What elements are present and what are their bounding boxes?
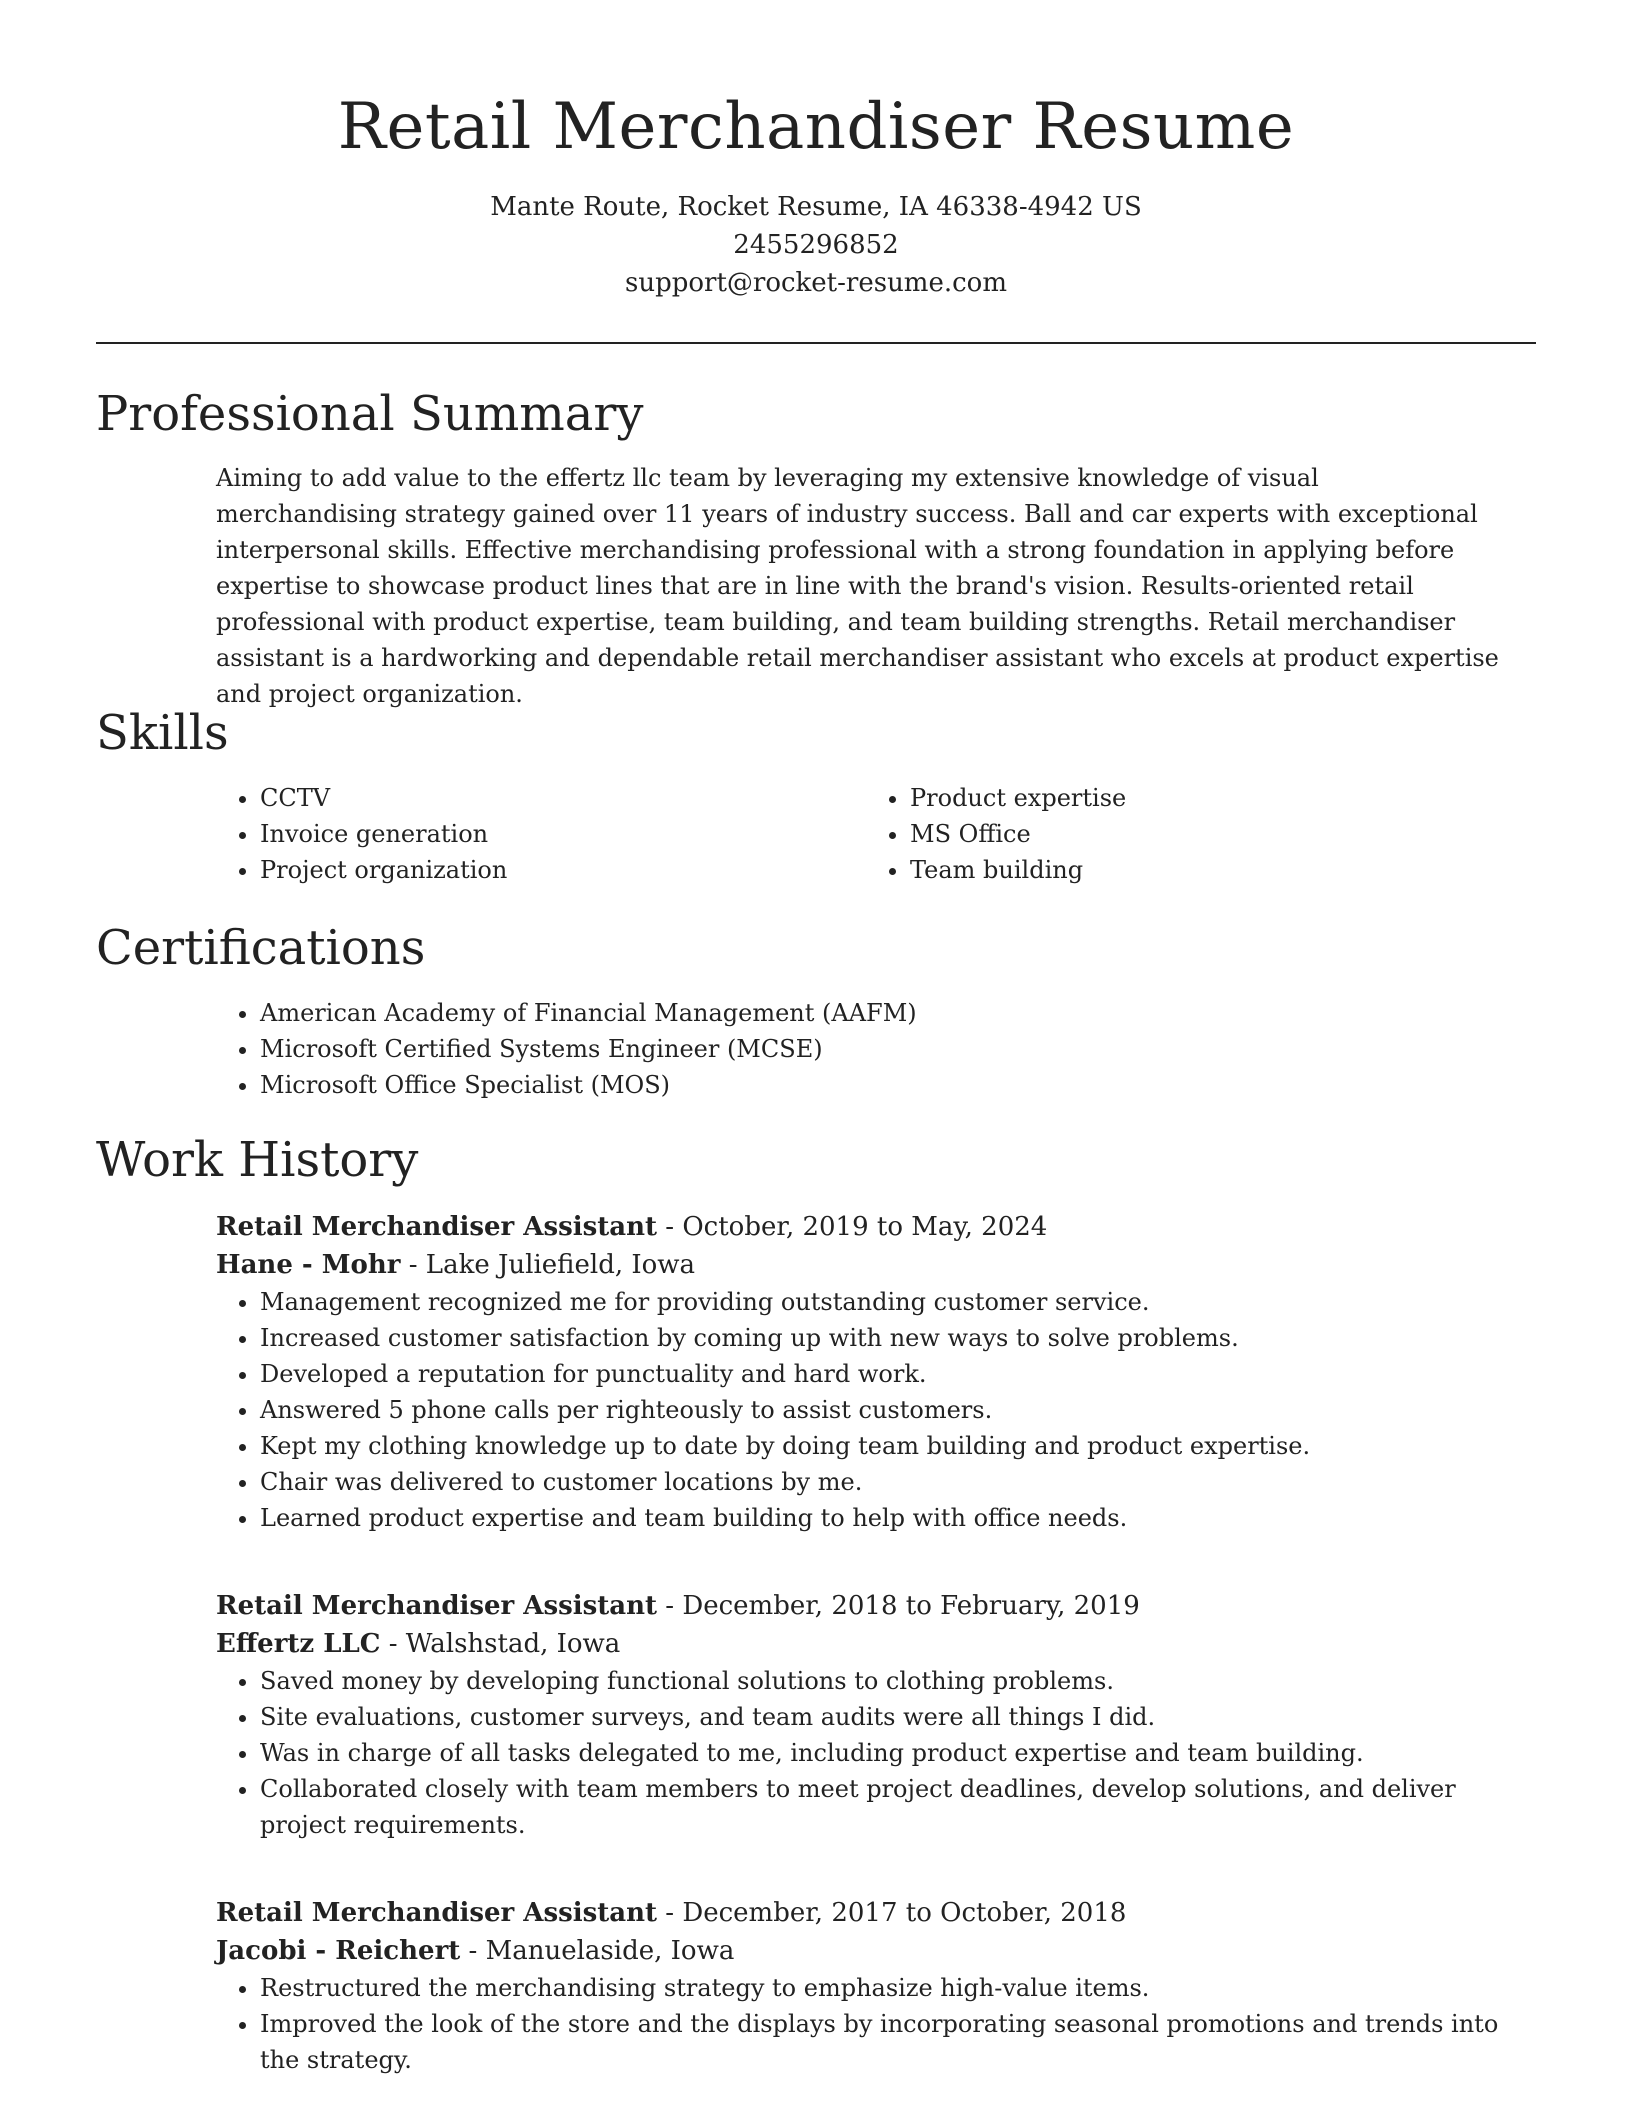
certification-item: • American Academy of Financial Management (AAFM) — [260, 995, 1516, 1031]
job-company: Effertz LLC — [216, 1629, 381, 1659]
job-entry — [216, 1208, 1526, 1536]
skill-item: • Team building — [910, 852, 1466, 888]
certifications-heading: Certifications — [96, 920, 426, 976]
job-title: Retail Merchandiser Assistant — [216, 1898, 658, 1928]
summary-text: Aiming to add value to the effertz llc team by leveraging my extensive knowledge of visual merchandising strategy gained over 11 years of industry success. Ball and car experts with exceptional interpersonal skills. Effective merchandising professional with a strong foundation in applying before expertise to showcase product lines that are in line with the brand's vision. Results-oriented retail professional with product expertise, team building, and team building strengths. Retail merchandiser assistant is a hardworking and dependable retail merchandiser assistant who excels at product expertise and project organization. — [216, 464, 1499, 708]
job-title: Retail Merchandiser Assistant — [216, 1212, 658, 1242]
job-entry — [216, 1587, 1526, 1843]
contact-address: Mante Route, Rocket Resume, IA 46338-4942 US — [490, 192, 1142, 222]
job-location: - Walshstad, Iowa — [380, 1629, 621, 1659]
job-dates: - December, 2018 to February, 2019 — [657, 1591, 1140, 1621]
job-dates: - December, 2017 to October, 2018 — [657, 1898, 1127, 1928]
job-title-line — [216, 1208, 1526, 1246]
summary-heading: Professional Summary — [96, 386, 644, 442]
job-location: - Manuelaside, Iowa — [460, 1936, 735, 1966]
job-bullet: • Site evaluations, customer surveys, and team audits were all things I did. — [260, 1699, 1526, 1735]
contact-phone: 2455296852 — [733, 230, 899, 260]
certifications-section — [216, 995, 1516, 1103]
job-title-line — [216, 1587, 1526, 1625]
job-company-line — [216, 1932, 1526, 1970]
skills-column-right — [866, 780, 1466, 888]
header-divider — [96, 342, 1536, 344]
job-bullet: • Restructured the merchandising strategy to emphasize high-value items. — [260, 1970, 1526, 2006]
job-bullets — [216, 1970, 1526, 2078]
job-title: Retail Merchandiser Assistant — [216, 1591, 658, 1621]
skill-item: • Invoice generation — [260, 816, 816, 852]
resume-header — [0, 0, 1632, 302]
job-bullets — [216, 1663, 1526, 1843]
job-title-line — [216, 1894, 1526, 1932]
job-bullet: • Improved the look of the store and the displays by incorporating seasonal promotions and trends into the strategy. — [260, 2006, 1526, 2078]
job-bullet: • Saved money by developing functional solutions to clothing problems. — [260, 1663, 1526, 1699]
skills-column-left — [216, 780, 816, 888]
skills-heading: Skills — [96, 705, 229, 761]
job-company-line — [216, 1246, 1526, 1284]
job-bullet: • Increased customer satisfaction by coming up with new ways to solve problems. — [260, 1320, 1526, 1356]
job-bullet: • Chair was delivered to customer locations by me. — [260, 1464, 1526, 1500]
skills-list-right — [866, 780, 1466, 888]
job-bullet: • Management recognized me for providing outstanding customer service. — [260, 1284, 1526, 1320]
job-bullets — [216, 1284, 1526, 1536]
job-company: Jacobi - Reichert — [216, 1936, 461, 1966]
job-location: - Lake Juliefield, Iowa — [400, 1250, 696, 1280]
skills-list-left — [216, 780, 816, 888]
resume-title: Retail Merchandiser Resume — [337, 90, 1295, 164]
skill-item: • MS Office — [910, 816, 1466, 852]
job-bullet: • Collaborated closely with team members to meet project deadlines, develop solutions, and deliver project requirements. — [260, 1771, 1526, 1843]
certifications-list — [216, 995, 1516, 1103]
job-bullet: • Learned product expertise and team building to help with office needs. — [260, 1500, 1526, 1536]
certification-item: • Microsoft Office Specialist (MOS) — [260, 1067, 1516, 1103]
work-history-heading: Work History — [96, 1132, 419, 1188]
job-entry — [216, 1894, 1526, 2078]
job-company-line — [216, 1625, 1526, 1663]
certification-item: • Microsoft Certified Systems Engineer (MCSE) — [260, 1031, 1516, 1067]
job-bullet: • Kept my clothing knowledge up to date by doing team building and product expertise. — [260, 1428, 1526, 1464]
job-dates: - October, 2019 to May, 2024 — [657, 1212, 1048, 1242]
skill-item: • CCTV — [260, 780, 816, 816]
job-company: Hane - Mohr — [216, 1250, 401, 1280]
job-bullet: • Answered 5 phone calls per righteously to assist customers. — [260, 1392, 1526, 1428]
job-bullet: • Developed a reputation for punctuality and hard work. — [260, 1356, 1526, 1392]
skill-item: • Product expertise — [910, 780, 1466, 816]
job-bullet: • Was in charge of all tasks delegated to me, including product expertise and team building. — [260, 1735, 1526, 1771]
contact-info — [0, 188, 1632, 302]
contact-email: support@rocket-resume.com — [624, 268, 1007, 298]
skill-item: • Project organization — [260, 852, 816, 888]
